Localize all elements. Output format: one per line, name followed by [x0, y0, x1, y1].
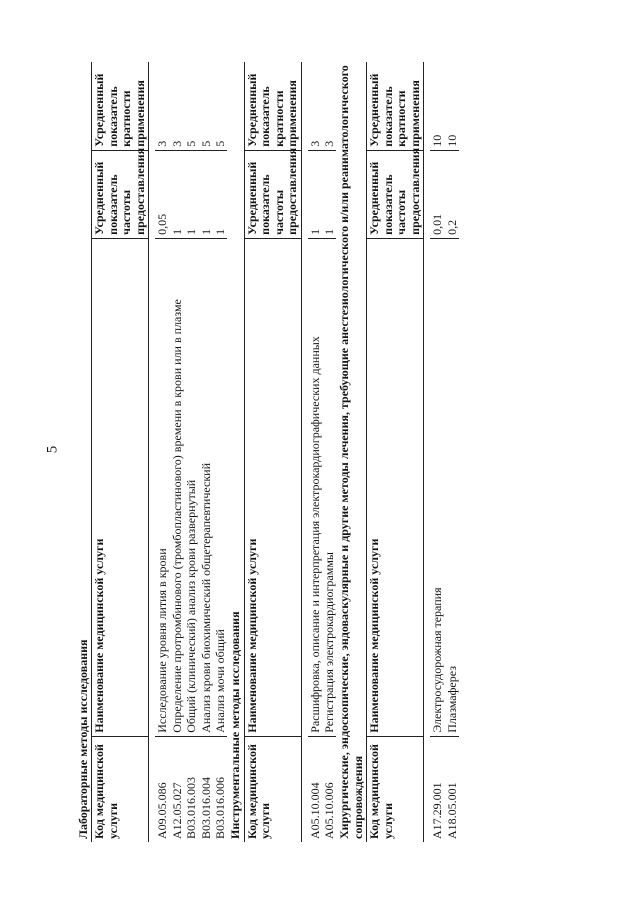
page-number: 5 — [44, 445, 61, 454]
table-row — [155, 62, 169, 842]
service-name: Исследование уровня лития в крови — [155, 238, 169, 736]
service-code: B03.016.003 — [184, 776, 199, 839]
multiplicity-value: 5 — [184, 62, 198, 150]
header-code: Код медицинской услуги — [244, 736, 301, 842]
multiplicity-value: 3 — [308, 62, 322, 150]
service-name: Общий (клинический) анализ крови развернутый — [184, 238, 198, 736]
service-code: A09.05.086 — [155, 782, 170, 839]
rotated-page-content — [75, 62, 459, 842]
frequency-value: 1 — [199, 150, 213, 238]
header-frequency: Усредненный показатель частоты предоставления — [367, 150, 424, 238]
multiplicity-value: 3 — [155, 62, 169, 150]
service-code: A05.10.006 — [322, 782, 336, 839]
header-name: Наименование медицинской услуги — [244, 238, 301, 736]
section-title: Хирургические, эндоскопические, эндоваскулярные и другие методы лечения, требующие анестезиологического и/или реаниматологического сопровождения — [336, 62, 366, 842]
section-title: Лабораторные методы исследования — [75, 62, 92, 842]
frequency-value: 0,05 — [155, 150, 169, 238]
section-title: Инструментальные методы исследования — [227, 62, 244, 842]
header-name: Наименование медицинской услуги — [367, 238, 424, 736]
header-code: Код медицинской услуги — [367, 736, 424, 842]
service-code: B03.016.004 — [198, 776, 213, 839]
table-row — [213, 62, 227, 842]
service-name: Электросудорожная терапия — [430, 238, 444, 736]
service-code: A18.05.001 — [444, 782, 459, 839]
multiplicity-value: 5 — [213, 62, 227, 150]
service-name: Плазмаферез — [445, 238, 459, 736]
frequency-value: 0,2 — [445, 150, 459, 238]
service-code: A12.05.027 — [169, 782, 184, 839]
header-row — [244, 62, 301, 842]
multiplicity-value: 3 — [322, 62, 336, 150]
header-code: Код медицинской услуги — [92, 736, 149, 842]
service-name: Регистрация электрокардиограммы — [322, 238, 336, 736]
multiplicity-value: 5 — [199, 62, 213, 150]
multiplicity-value: 10 — [445, 62, 459, 150]
header-row — [92, 62, 149, 842]
table-row — [199, 62, 213, 842]
service-code: B03.016.006 — [212, 776, 227, 839]
frequency-value: 1 — [322, 150, 336, 238]
section-title-row — [336, 62, 366, 842]
services-table — [75, 62, 459, 842]
header-frequency: Усредненный показатель частоты предоставления — [244, 150, 301, 238]
header-row — [367, 62, 424, 842]
frequency-value: 1 — [170, 150, 184, 238]
service-name: Расшифровка, описание и интерпретация электрокардиографических данных — [308, 238, 322, 736]
service-name: Определение протромбинового (тромбопластинового) времени в крови или в плазме — [170, 238, 184, 736]
section-title-row — [75, 62, 92, 842]
header-multiplicity: Усредненный показатель кратности применения — [244, 62, 301, 150]
frequency-value: 1 — [213, 150, 227, 238]
multiplicity-value: 3 — [170, 62, 184, 150]
frequency-value: 0,01 — [430, 150, 444, 238]
header-frequency: Усредненный показатель частоты предоставления — [92, 150, 149, 238]
table-row — [170, 62, 184, 842]
service-code: A05.10.004 — [307, 782, 322, 839]
header-multiplicity: Усредненный показатель кратности применения — [92, 62, 149, 150]
table-row — [322, 62, 336, 842]
header-name: Наименование медицинской услуги — [92, 238, 149, 736]
multiplicity-value: 10 — [430, 62, 444, 150]
service-name: Анализ мочи общий — [213, 238, 227, 736]
frequency-value: 1 — [184, 150, 198, 238]
service-code: A17.29.001 — [430, 782, 445, 839]
table-row — [308, 62, 322, 842]
table-row — [445, 62, 459, 842]
table-row — [430, 62, 444, 842]
table-row — [184, 62, 198, 842]
service-name: Анализ крови биохимический общетерапевтический — [199, 238, 213, 736]
frequency-value: 1 — [308, 150, 322, 238]
section-title-row — [227, 62, 244, 842]
header-multiplicity: Усредненный показатель кратности применения — [367, 62, 424, 150]
